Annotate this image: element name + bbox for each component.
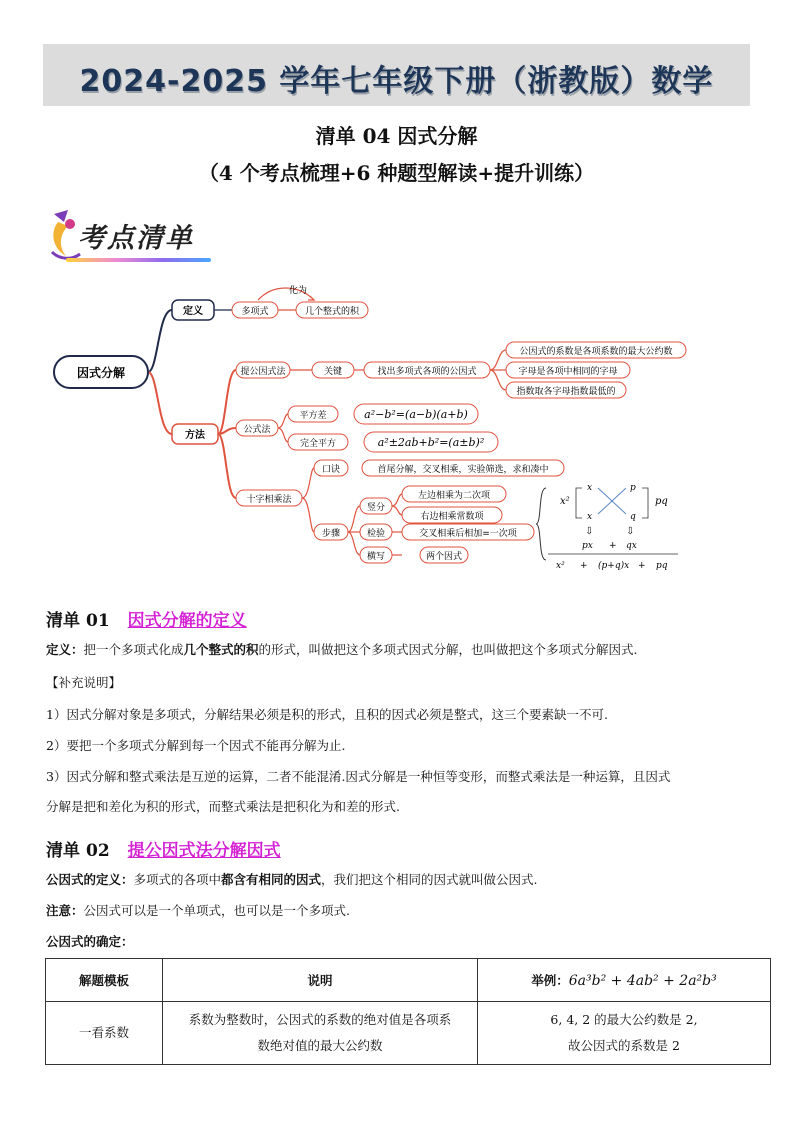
table-row <box>46 1002 771 1065</box>
mm-definition: 定义 <box>183 306 203 317</box>
mm-def-arrow: 化为 <box>288 286 308 296</box>
diag-result-plus1: + <box>580 561 588 571</box>
section1-supplement: 【补充说明】 <box>46 675 122 690</box>
section2-def-pre: 多项式的各项中 <box>133 872 222 887</box>
mm-mnemonic: 首尾分解，交叉相乘，实验筛选，求和凑中 <box>377 465 549 475</box>
mm-diff-squares-label: 平方差 <box>299 411 327 421</box>
table-header-template: 解题模板 <box>46 959 163 1002</box>
diag-plus: + <box>609 541 617 551</box>
section1-definition <box>46 640 751 660</box>
table-cell-example-line1: 6, 4, 2 的最大公约数是 2, <box>550 1012 698 1027</box>
mm-formula: 公式法 <box>243 425 271 435</box>
mm-rule-1: 公因式的系数是各项系数的最大公约数 <box>519 347 673 357</box>
mm-rule-3: 指数取各字母指数最低的 <box>516 387 616 397</box>
table-header-example-label: 举例： <box>531 973 569 988</box>
mm-mnemonic-label: 口诀 <box>321 465 341 475</box>
mm-def-to: 几个整式的积 <box>304 307 360 317</box>
mm-def-from: 多项式 <box>241 307 269 317</box>
section1-heading <box>46 606 247 631</box>
table-cell-explain-line1: 系数为整数时，公因式的系数的绝对值是各项系 <box>188 1012 452 1027</box>
section1-note-1: 1）因式分解对象是多项式，分解结果必须是积的形式，且积的因式必须是整式，这三个要素缺一不可. <box>46 707 608 722</box>
section2-def-bold: 都含有相同的因式 <box>221 872 322 887</box>
section1-def-post: 的形式，叫做把这个多项式因式分解，也叫做把这个多项式分解因式. <box>258 642 638 657</box>
section2-determine <box>46 932 751 952</box>
mm-methods: 方法 <box>185 430 205 441</box>
section1-note-3: 3）因式分解和整式乘法是互逆的运算，二者不能混淆.因式分解是一种恒等变形，而整式乘法是一种运算，且因式 <box>46 769 671 784</box>
section2-def-post: ，我们把这个相同的因式就叫做公因式. <box>321 872 538 887</box>
common-factor-table <box>45 958 771 1065</box>
section2-head: 清单 <box>46 841 80 861</box>
subtitle-line2: （4 个考点梳理+6 种题型解读+提升训练） <box>198 161 595 185</box>
subtitle-line1: 清单 04 因式分解 <box>315 124 478 148</box>
mm-key: 找出多项式各项的公因式 <box>377 367 477 377</box>
section2-title: 提公因式法分解因式 <box>127 841 281 861</box>
table-example-formula: 6a³b² + 4ab² + 2a²b³ <box>568 973 717 989</box>
mindmap <box>48 278 748 578</box>
section2-heading <box>46 836 281 861</box>
mm-common-factor: 提公因式法 <box>240 367 286 377</box>
table-header-row <box>46 959 771 1002</box>
diag-x-bottom: x <box>587 512 593 522</box>
mm-cross: 十字相乘法 <box>246 495 292 505</box>
mm-check: 交叉相乘后相加=一次项 <box>419 529 517 539</box>
logo-text: 考点清单 <box>78 223 194 254</box>
diag-result-plus2: + <box>638 561 646 571</box>
mm-perfect-square: a²±2ab+b²=(a±b)² <box>377 436 485 449</box>
diag-x-top: x <box>587 483 593 493</box>
diag-qx: qx <box>626 541 637 551</box>
table-cell-template: 一看系数 <box>46 1002 163 1065</box>
diag-pq: pq <box>655 496 668 507</box>
section1-def-bold: 几个整式的积 <box>183 642 259 657</box>
section2-definition <box>46 870 751 890</box>
mm-rule-2: 字母是各项中相同的字母 <box>518 367 618 377</box>
section2-num: 02 <box>86 841 110 861</box>
diag-result-x2: x² <box>556 561 565 571</box>
page-title: 2024-2025 学年七年级下册（浙教版）数学 <box>79 64 714 99</box>
section2-note-text: 公因式可以是一个单项式，也可以是一个多项式. <box>83 903 350 918</box>
diag-arrow-right-icon: ⇩ <box>626 526 635 537</box>
diag-p: p <box>630 483 636 493</box>
section1-num: 01 <box>86 611 110 631</box>
mm-split-1: 左边相乘为二次项 <box>417 491 491 501</box>
diag-result-mid: (p+q)x <box>598 561 630 571</box>
diag-px: px <box>582 541 593 551</box>
mm-write-label: 横写 <box>366 552 386 562</box>
cross-multiplication-diagram <box>536 483 678 571</box>
mm-write: 两个因式 <box>425 552 463 562</box>
section1-def-label: 定义： <box>46 642 84 657</box>
section1-note-2: 2）要把一个多项式分解到每一个因式不能再分解为止. <box>46 738 346 753</box>
mm-split-label: 竖分 <box>366 503 386 513</box>
section1-head: 清单 <box>46 611 80 631</box>
mm-diff-squares: a²−b²=(a−b)(a+b) <box>364 408 468 421</box>
mm-check-label: 检验 <box>366 529 386 539</box>
diag-arrow-left-icon: ⇩ <box>585 526 594 537</box>
title-banner <box>43 44 750 106</box>
table-header-example <box>478 959 771 1002</box>
table-cell-explain <box>163 1002 478 1065</box>
section2-note <box>46 901 751 921</box>
section1-note-4: 分解是把和差化为积的形式，而整式乘法是把积化为和差的形式. <box>46 799 400 814</box>
section1-title: 因式分解的定义 <box>127 611 247 631</box>
section1-def-pre: 把一个多项式化成 <box>83 642 184 657</box>
kaodian-logo <box>46 208 212 264</box>
table-cell-example-line2: 故公因式的系数是 2 <box>568 1038 680 1053</box>
diag-result-pq: pq <box>656 561 668 571</box>
table-header-explain: 说明 <box>163 959 478 1002</box>
section2-def-label: 公因式的定义： <box>46 872 134 887</box>
section2-note-label: 注意： <box>46 903 84 918</box>
mm-split-2: 右边相乘常数项 <box>420 512 484 522</box>
diag-x2: x² <box>560 496 570 507</box>
mm-root: 因式分解 <box>76 366 126 380</box>
diag-q: q <box>630 512 636 522</box>
mm-key-label: 关键 <box>323 367 343 377</box>
mm-steps-label: 步骤 <box>321 529 341 539</box>
table-cell-example <box>478 1002 771 1065</box>
logo-underline <box>66 258 211 262</box>
table-cell-explain-line2: 数绝对值的最大公约数 <box>257 1038 383 1053</box>
mm-perfect-square-label: 完全平方 <box>299 439 337 449</box>
section2-determine-label: 公因式的确定： <box>46 934 134 949</box>
